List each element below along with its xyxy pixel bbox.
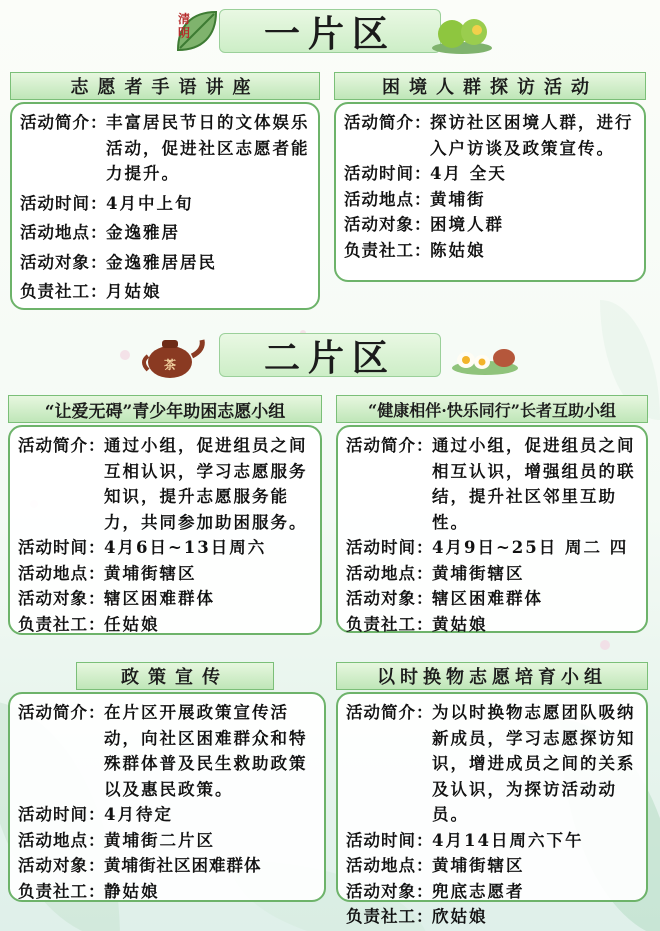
place-value: 黄埔街二片区 [104, 830, 215, 850]
colon: ： [416, 436, 433, 455]
colon: ： [416, 881, 433, 901]
colon: ： [416, 563, 433, 583]
card-title: 志愿者手语讲座 [10, 72, 320, 100]
card-title: 以时换物志愿培育小组 [336, 662, 648, 690]
worker-value: 任姑娘 [104, 614, 160, 634]
colon: ： [88, 563, 105, 583]
time-label: 活动时间 [18, 805, 88, 824]
place-value: 黄埔街辖区 [432, 563, 525, 583]
intro-value: 在片区开展政策宣传活动，向社区困难群众和特殊群体普及民生救助政策以及惠民政策。 [104, 703, 308, 799]
colon: ： [90, 193, 107, 213]
place-label: 活动地点 [344, 189, 414, 209]
card-time-exchange-group [336, 662, 648, 926]
colon: ： [414, 164, 431, 183]
colon: ： [88, 856, 105, 875]
intro-value: 探访社区困境人群，进行入户访谈及政策宣传。 [430, 113, 634, 158]
card-policy-promotion [8, 662, 326, 902]
time-value: 4月6日~13日周六 [104, 538, 267, 557]
time-value: 4月 全天 [430, 164, 507, 183]
intro-label: 活动简介 [18, 703, 88, 722]
card-youth-volunteer-group [8, 395, 322, 635]
target-label: 活动对象 [18, 856, 88, 875]
intro-value: 丰富居民节日的文体娱乐活动，促进社区志愿者能力提升。 [106, 113, 310, 183]
colon: ： [416, 907, 433, 926]
place-label: 活动地点 [346, 856, 416, 875]
target-value: 黄埔街社区困难群体 [104, 856, 262, 875]
place-label: 活动地点 [346, 563, 416, 583]
zone-title-box [219, 333, 441, 377]
time-label: 活动时间 [344, 164, 414, 183]
card-body [10, 102, 320, 310]
colon: ： [88, 830, 105, 850]
card-sign-language-lecture [10, 72, 320, 310]
worker-value: 月姑娘 [106, 282, 162, 301]
worker-value: 欣姑娘 [432, 907, 488, 926]
colon: ： [416, 614, 433, 634]
card-title: “让爱无碍”青少年助困志愿小组 [8, 395, 322, 423]
card-body [336, 692, 648, 926]
colon: ： [90, 282, 107, 301]
colon: ： [414, 113, 431, 132]
worker-value: 陈姑娘 [430, 240, 486, 260]
target-value: 兜底志愿者 [432, 881, 525, 901]
time-value: 4月待定 [104, 805, 173, 824]
time-label: 活动时间 [20, 193, 90, 213]
qingtuan-icon [430, 10, 494, 56]
zone-title-box [219, 9, 441, 53]
place-value: 黄埔街辖区 [432, 856, 525, 875]
time-value: 4月9日~25日 周二 四 [432, 538, 629, 557]
target-value: 金逸雅居居民 [106, 252, 217, 272]
place-label: 活动地点 [18, 830, 88, 850]
place-value: 黄埔街 [430, 189, 486, 209]
target-value: 辖区困难群体 [104, 589, 215, 608]
card-body [334, 102, 646, 282]
worker-label: 负责社工 [18, 614, 88, 634]
card-title: 政策宣传 [76, 662, 274, 690]
card-title: 困境人群探访活动 [334, 72, 646, 100]
time-label: 活动时间 [346, 830, 416, 850]
worker-value: 黄姑娘 [432, 614, 488, 634]
intro-label: 活动简介 [344, 113, 414, 132]
card-title: “健康相伴·快乐同行”长者互助小组 [336, 395, 648, 423]
place-label: 活动地点 [18, 563, 88, 583]
colon: ： [90, 223, 107, 242]
intro-label: 活动简介 [346, 703, 416, 722]
zone-title: 一片区 [263, 12, 396, 55]
zone-header-1 [0, 6, 660, 56]
card-needy-visit [334, 72, 646, 282]
intro-value: 为以时换物志愿团队吸纳新成员，学习志愿探访知识，增进成员之间的关系及认识，为探访活动动员。 [432, 703, 636, 824]
colon: ： [88, 538, 105, 557]
colon: ： [90, 113, 107, 132]
target-label: 活动对象 [346, 589, 416, 608]
colon: ： [88, 614, 105, 634]
place-value: 金逸雅居 [106, 223, 180, 242]
card-body [8, 692, 326, 902]
colon: ： [414, 240, 431, 260]
colon: ： [88, 703, 105, 722]
egg-dish-icon [450, 336, 520, 376]
time-label: 活动时间 [18, 538, 88, 557]
card-body [336, 425, 648, 633]
badge-text: 清明 [178, 12, 191, 40]
colon: ： [416, 589, 433, 608]
colon: ： [90, 252, 107, 272]
target-value: 困境人群 [430, 215, 504, 234]
zone-header-2 [0, 330, 660, 380]
zone-title: 二片区 [263, 336, 396, 379]
teapot-icon [140, 330, 208, 380]
worker-label: 负责社工 [344, 240, 414, 260]
intro-label: 活动简介 [346, 436, 416, 455]
target-label: 活动对象 [344, 215, 414, 234]
colon: ： [416, 703, 433, 722]
worker-label: 负责社工 [346, 907, 416, 926]
time-label: 活动时间 [346, 538, 416, 557]
colon: ： [88, 589, 105, 608]
target-label: 活动对象 [18, 589, 88, 608]
place-value: 黄埔街辖区 [104, 563, 197, 583]
colon: ： [88, 881, 105, 901]
target-label: 活动对象 [20, 252, 90, 272]
colon: ： [416, 538, 433, 557]
worker-label: 负责社工 [20, 282, 90, 301]
time-value: 4月中上旬 [106, 193, 194, 213]
target-value: 辖区困难群体 [432, 589, 543, 608]
target-label: 活动对象 [346, 881, 416, 901]
worker-label: 负责社工 [18, 881, 88, 901]
colon: ： [416, 830, 433, 850]
worker-value: 静姑娘 [104, 881, 160, 901]
qingming-badge-icon [172, 6, 224, 58]
badge-text: 茶 [164, 358, 177, 372]
colon: ： [414, 215, 431, 234]
worker-label: 负责社工 [346, 614, 416, 634]
colon: ： [414, 189, 431, 209]
intro-label: 活动简介 [20, 113, 90, 132]
card-elderly-mutual-aid-group [336, 395, 648, 633]
intro-value: 通过小组，促进组员之间互相认识，学习志愿服务知识，提升志愿服务能力，共同参加助困服务。 [104, 436, 308, 532]
intro-value: 通过小组，促进组员之间相互认识，增强组员的联结，提升社区邻里互助性。 [432, 436, 636, 532]
colon: ： [88, 805, 105, 824]
colon: ： [88, 436, 105, 455]
card-body [8, 425, 322, 635]
time-value: 4月14日周六下午 [432, 830, 584, 850]
colon: ： [416, 856, 433, 875]
intro-label: 活动简介 [18, 436, 88, 455]
place-label: 活动地点 [20, 223, 90, 242]
